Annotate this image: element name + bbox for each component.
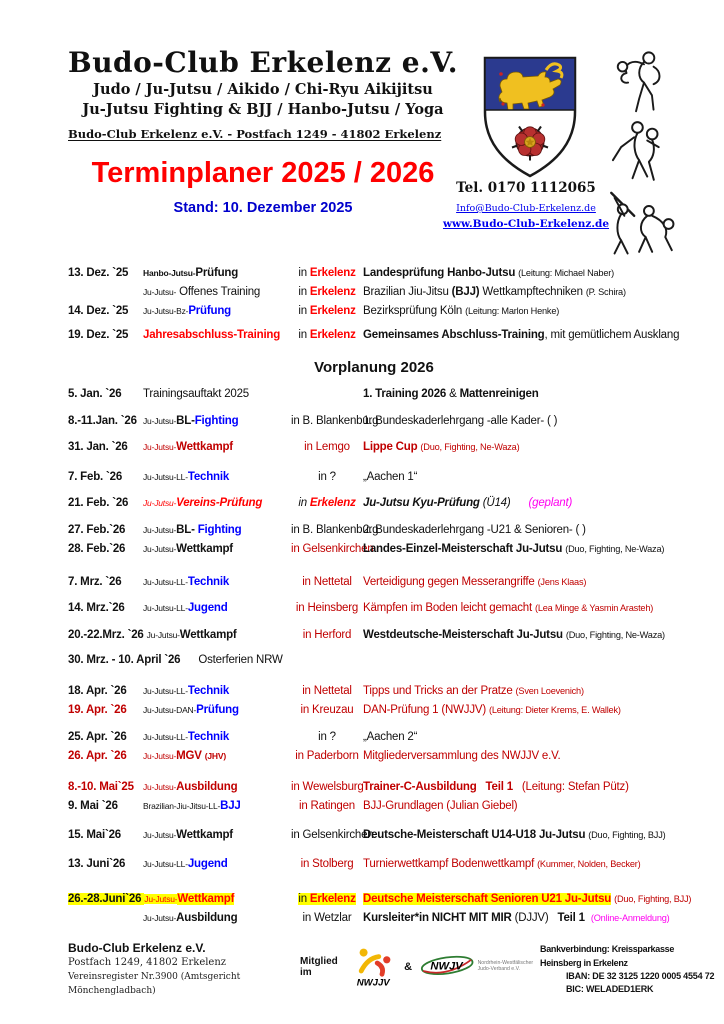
schedule-cell-loc: in ? [318, 471, 336, 483]
schedule-row [68, 573, 716, 592]
schedule-cell-date: 19. Dez. `25 [68, 329, 129, 341]
schedule-cell-date: 5. Jan. `26 [68, 388, 122, 400]
schedule-cell-loc [291, 385, 363, 404]
schedule-cell-date: 25. Apr. `26 [68, 731, 127, 743]
postal-address-line: Budo-Club Erkelenz e.V. - Postfach 1249 - 41802 Erkelenz [68, 127, 442, 141]
schedule-cell-desc: 1. Training 2026 & Mattenreinigen [363, 388, 539, 400]
schedule-cell-loc: in Ratingen [299, 800, 355, 812]
schedule-cell-event: Ju-Jutsu-LL-Technik [143, 471, 230, 483]
schedule-cell-desc: Mitgliederversammlung des NWJJV e.V. [363, 750, 561, 762]
schedule-cell-event: Hanbo-Jutsu-Prüfung [143, 267, 239, 279]
schedule-cell-desc: Trainer-C-Ausbildung Teil 1 (Leitung: Stefan Pütz) [363, 781, 629, 793]
contact-block [440, 178, 612, 230]
schedule-cell-date: 8.-10. Mai`25 [68, 781, 134, 793]
schedule-cell-event: Ju-Jutsu-LL-Jugend [143, 602, 228, 614]
schedule-cell-desc: Tipps und Tricks an der Pratze (Sven Loevenich) [363, 685, 584, 697]
svg-text:Judo-Verband e.V.: Judo-Verband e.V. [477, 966, 521, 973]
schedule-cell-loc: in Erkelenz [298, 267, 356, 279]
schedule-cell-loc: in Erkelenz [298, 893, 356, 905]
schedule-cell-desc: „Aachen 2“ [363, 731, 418, 743]
schedule-cell-date: 18. Apr. `26 [68, 685, 127, 697]
page-footer [68, 940, 716, 998]
schedule-cell-loc: in Erkelenz [298, 329, 356, 341]
schedule-row [68, 626, 716, 645]
judo-throw-illustration-1 [590, 46, 698, 116]
schedule-cell-loc: in B. Blankenburg [291, 415, 379, 427]
schedule-row [68, 728, 716, 747]
schedule-row [68, 494, 716, 513]
schedule-cell-event: Ju-Jutsu-Wettkampf [143, 543, 233, 555]
bic: BIC: WELADED1ERK [566, 984, 654, 994]
schedule-cell-loc: in Lemgo [304, 441, 350, 453]
schedule-cell-event: Ju-Jutsu-LL-Technik [143, 576, 230, 588]
schedule-cell-date: 27. Feb.`26 [68, 524, 126, 536]
schedule-cell-desc: Brazilian Jiu-Jitsu (BJJ) Wettkampftechniken (P. Schira) [363, 286, 626, 298]
schedule-row [68, 701, 716, 720]
membership-block [300, 940, 540, 992]
schedule-cell-desc: Turnierwettkampf Bodenwettkampf (Kummer, Nolden, Becker) [363, 858, 641, 870]
schedule-cell-desc: DAN-Prüfung 1 (NWJJV) (Leitung: Dieter Krems, E. Wallek) [363, 704, 621, 716]
schedule-cell-date: 19. Apr. `26 [68, 704, 127, 716]
schedule-cell-desc: Lippe Cup (Duo, Fighting, Ne-Waza) [363, 441, 520, 453]
schedule-row [68, 283, 716, 302]
schedule-cell-date: 21. Feb. `26 [68, 497, 129, 509]
schedule-cell-full: 30. Mrz. - 10. April `26 Osterferien NRW [68, 654, 283, 666]
schedule-cell-desc: Ju-Jutsu Kyu-Prüfung (Ü14) (geplant) [363, 497, 573, 509]
iban: IBAN: DE 32 3125 1220 0005 4554 72 [566, 971, 715, 981]
schedule-cell-date: 7. Mrz. `26 [68, 576, 122, 588]
ampersand: & [404, 961, 413, 973]
schedule-cell-desc: Deutsche-Meisterschaft U14-U18 Ju-Jutsu (Duo, Fighting, BJJ) [363, 829, 666, 841]
schedule-cell-desc: 1. Bundeskaderlehrgang -alle Kader- ( ) [363, 415, 558, 427]
schedule-cell-desc: „Aachen 1“ [363, 471, 418, 483]
svg-text:Nordrhein-Westfälischer: Nordrhein-Westfälischer [477, 959, 534, 966]
phone-number: Tel. 0170 1112065 [456, 180, 596, 196]
club-title: Budo-Club Erkelenz e.V. [68, 46, 458, 79]
schedule-cell-loc: in Wewelsburg [291, 781, 364, 793]
club-header-block [68, 46, 458, 216]
bank-block [540, 940, 716, 996]
section-heading: Vorplanung 2026 [314, 359, 434, 376]
schedule-row [68, 778, 716, 797]
schedule-cell-event: Ju-Jutsu-Wettkampf [143, 829, 233, 841]
schedule-row [68, 599, 716, 618]
schedule-cell-event: Ju-Jutsu-Ausbildung [143, 781, 238, 793]
page-header [68, 46, 716, 258]
schedule-cell-event: Trainingsauftakt 2025 [143, 388, 249, 400]
schedule-row [68, 385, 716, 404]
schedule-cell-date [68, 909, 143, 928]
website-link[interactable]: www.Budo-Club-Erkelenz.de [442, 218, 610, 230]
schedule-cell-event: Ju-Jutsu-BL-Fighting [143, 415, 239, 427]
schedule-row [68, 264, 716, 283]
disciplines-line-1: Judo / Ju-Jutsu / Aikido / Chi-Ryu Aikijitsu [93, 81, 433, 98]
schedule-cell-date: 26. Apr. `26 [68, 750, 127, 762]
hanbo-strike-illustration-3 [590, 188, 698, 260]
schedule-row [68, 326, 716, 345]
schedule-cell-event: Ju-Jutsu-Vereins-Prüfung [143, 497, 263, 509]
judo-illustrations [590, 46, 698, 260]
bank-line: Bankverbindung: Kreissparkasse Heinsberg in Erkelenz [540, 944, 675, 968]
email-link[interactable]: Info@Budo-Club-Erkelenz.de [456, 203, 596, 214]
schedule-cell-desc: Westdeutsche-Meisterschaft Ju-Jutsu (Duo, Fighting, Ne-Waza) [363, 629, 665, 641]
nwjv-logo [420, 948, 540, 986]
disciplines-line-2: Ju-Jutsu Fighting & BJJ / Hanbo-Jutsu / Yoga [82, 101, 444, 118]
schedule-cell-event: Brazilian-Jiu-Jitsu-LL-BJJ [143, 800, 241, 812]
schedule-cell-event: Ju-Jutsu-MGV (JHV) [143, 750, 226, 762]
schedule-cell-event: Ju-Jutsu- Offenes Training [143, 286, 261, 298]
schedule-cell-loc: in Paderborn [295, 750, 359, 762]
footer-register: Vereinsregister Nr.3900 (Amtsgericht Mönchengladbach) [68, 972, 241, 996]
schedule-cell-date: 13. Dez. `25 [68, 267, 129, 279]
schedule-cell-event: Ju-Jutsu-Ausbildung [143, 912, 238, 924]
schedule-cell-loc: in Erkelenz [298, 305, 356, 317]
schedule-cell-desc: Kursleiter*in NICHT MIT MIR (DJJV) Teil 1 (Online-Anmeldung) [363, 912, 670, 924]
schedule-row [68, 651, 716, 670]
schedule-cell-loc: in Herford [302, 629, 352, 641]
schedule-row [68, 468, 716, 487]
schedule-row [68, 682, 716, 701]
club-crest-icon [480, 52, 580, 180]
schedule-cell-date: 31. Jan. `26 [68, 441, 128, 453]
schedule-row [68, 412, 716, 431]
schedule-row [68, 521, 716, 540]
schedule-cell-desc: Deutsche Meisterschaft Senioren U21 Ju-Jutsu (Duo, Fighting, BJJ) [363, 893, 692, 905]
schedule-cell-loc: in Nettetal [302, 576, 352, 588]
schedule-cell-event: Ju-Jutsu-LL-Technik [143, 685, 230, 697]
schedule-row [68, 909, 716, 928]
schedule-cell-date-event: 26.-28.Juni`26 Ju-Jutsu-Wettkampf [68, 893, 235, 905]
schedule-cell-loc: in Kreuzau [300, 704, 354, 716]
member-label: Mitglied im [300, 956, 338, 978]
schedule-cell-desc: 2. Bundeskaderlehrgang -U21 & Senioren- ( ) [363, 524, 586, 536]
schedule-cell-loc: in Wetzlar [302, 912, 352, 924]
schedule-row [68, 438, 716, 457]
schedule-cell-event: Ju-Jutsu-Bz-Prüfung [143, 305, 231, 317]
schedule [68, 264, 716, 928]
schedule-cell-date-event: 20.-22.Mrz. `26 Ju-Jutsu-Wettkampf [68, 629, 237, 641]
schedule-cell-loc: in Gelsenkirchen [291, 829, 374, 841]
svg-text:NWJV: NWJV [430, 960, 463, 973]
version-date: Stand: 10. Dezember 2025 [173, 200, 353, 216]
schedule-row [68, 826, 716, 845]
schedule-cell-desc: Kämpfen im Boden leicht gemacht (Lea Minge & Yasmin Arasteh) [363, 602, 654, 614]
schedule-cell-loc: in Heinsberg [295, 602, 359, 614]
schedule-cell-loc: in Nettetal [302, 685, 352, 697]
schedule-cell-date: 14. Dez. `25 [68, 305, 129, 317]
schedule-cell-desc: Landes-Einzel-Meisterschaft Ju-Jutsu (Duo, Fighting, Ne-Waza) [363, 543, 665, 555]
schedule-cell-event: Ju-Jutsu-BL- Fighting [143, 524, 242, 536]
footer-club-block [68, 940, 300, 998]
schedule-cell-loc: in Erkelenz [298, 286, 356, 298]
schedule-row [68, 890, 716, 909]
schedule-cell-desc: BJJ-Grundlagen (Julian Giebel) [363, 800, 518, 812]
schedule-cell-loc: in Gelsenkirchen [291, 543, 374, 555]
schedule-cell-desc: Bezirksprüfung Köln (Leitung: Marlon Henke) [363, 305, 560, 317]
schedule-row [68, 302, 716, 321]
schedule-cell-date [68, 283, 143, 302]
schedule-row [68, 747, 716, 766]
schedule-cell-event: Ju-Jutsu-DAN-Prüfung [143, 704, 239, 716]
schedule-cell-desc: Landesprüfung Hanbo-Jutsu (Leitung: Michael Naber) [363, 267, 614, 279]
svg-text:NWJJV: NWJJV [356, 977, 390, 989]
schedule-cell-desc: Gemeinsames Abschluss-Training, mit gemütlichem Ausklang [363, 329, 680, 341]
schedule-cell-date: 8.-11.Jan. `26 [68, 415, 137, 427]
document-title: Terminplaner 2025 / 2026 [91, 157, 435, 189]
footer-address: Postfach 1249, 41802 Erkelenz [68, 957, 227, 968]
schedule-row [68, 855, 716, 874]
schedule-cell-event: Jahresabschluss-Training [143, 329, 281, 341]
schedule-cell-event: Ju-Jutsu-LL-Technik [143, 731, 230, 743]
schedule-cell-loc: in B. Blankenburg [291, 524, 379, 536]
schedule-cell-date: 28. Feb.`26 [68, 543, 126, 555]
schedule-row [68, 540, 716, 559]
schedule-cell-event: Ju-Jutsu-LL-Jugend [143, 858, 228, 870]
schedule-cell-loc: in ? [318, 731, 336, 743]
schedule-cell-loc: in Stolberg [300, 858, 354, 870]
schedule-cell-event: Ju-Jutsu-Wettkampf [143, 441, 233, 453]
schedule-cell-date: 14. Mrz.`26 [68, 602, 125, 614]
nwjjv-logo [350, 942, 396, 992]
footer-club-name: Budo-Club Erkelenz e.V. [68, 941, 206, 955]
schedule-row [68, 797, 716, 816]
schedule-cell-date: 15. Mai`26 [68, 829, 121, 841]
schedule-cell-date: 9. Mai `26 [68, 800, 118, 812]
schedule-cell-date: 7. Feb. `26 [68, 471, 123, 483]
schedule-cell-loc: in Erkelenz [298, 497, 356, 509]
schedule-cell-date: 13. Juni`26 [68, 858, 126, 870]
judo-throw-illustration-2 [590, 116, 698, 188]
schedule-cell-desc: Verteidigung gegen Messerangriffe (Jens Klaas) [363, 576, 587, 588]
